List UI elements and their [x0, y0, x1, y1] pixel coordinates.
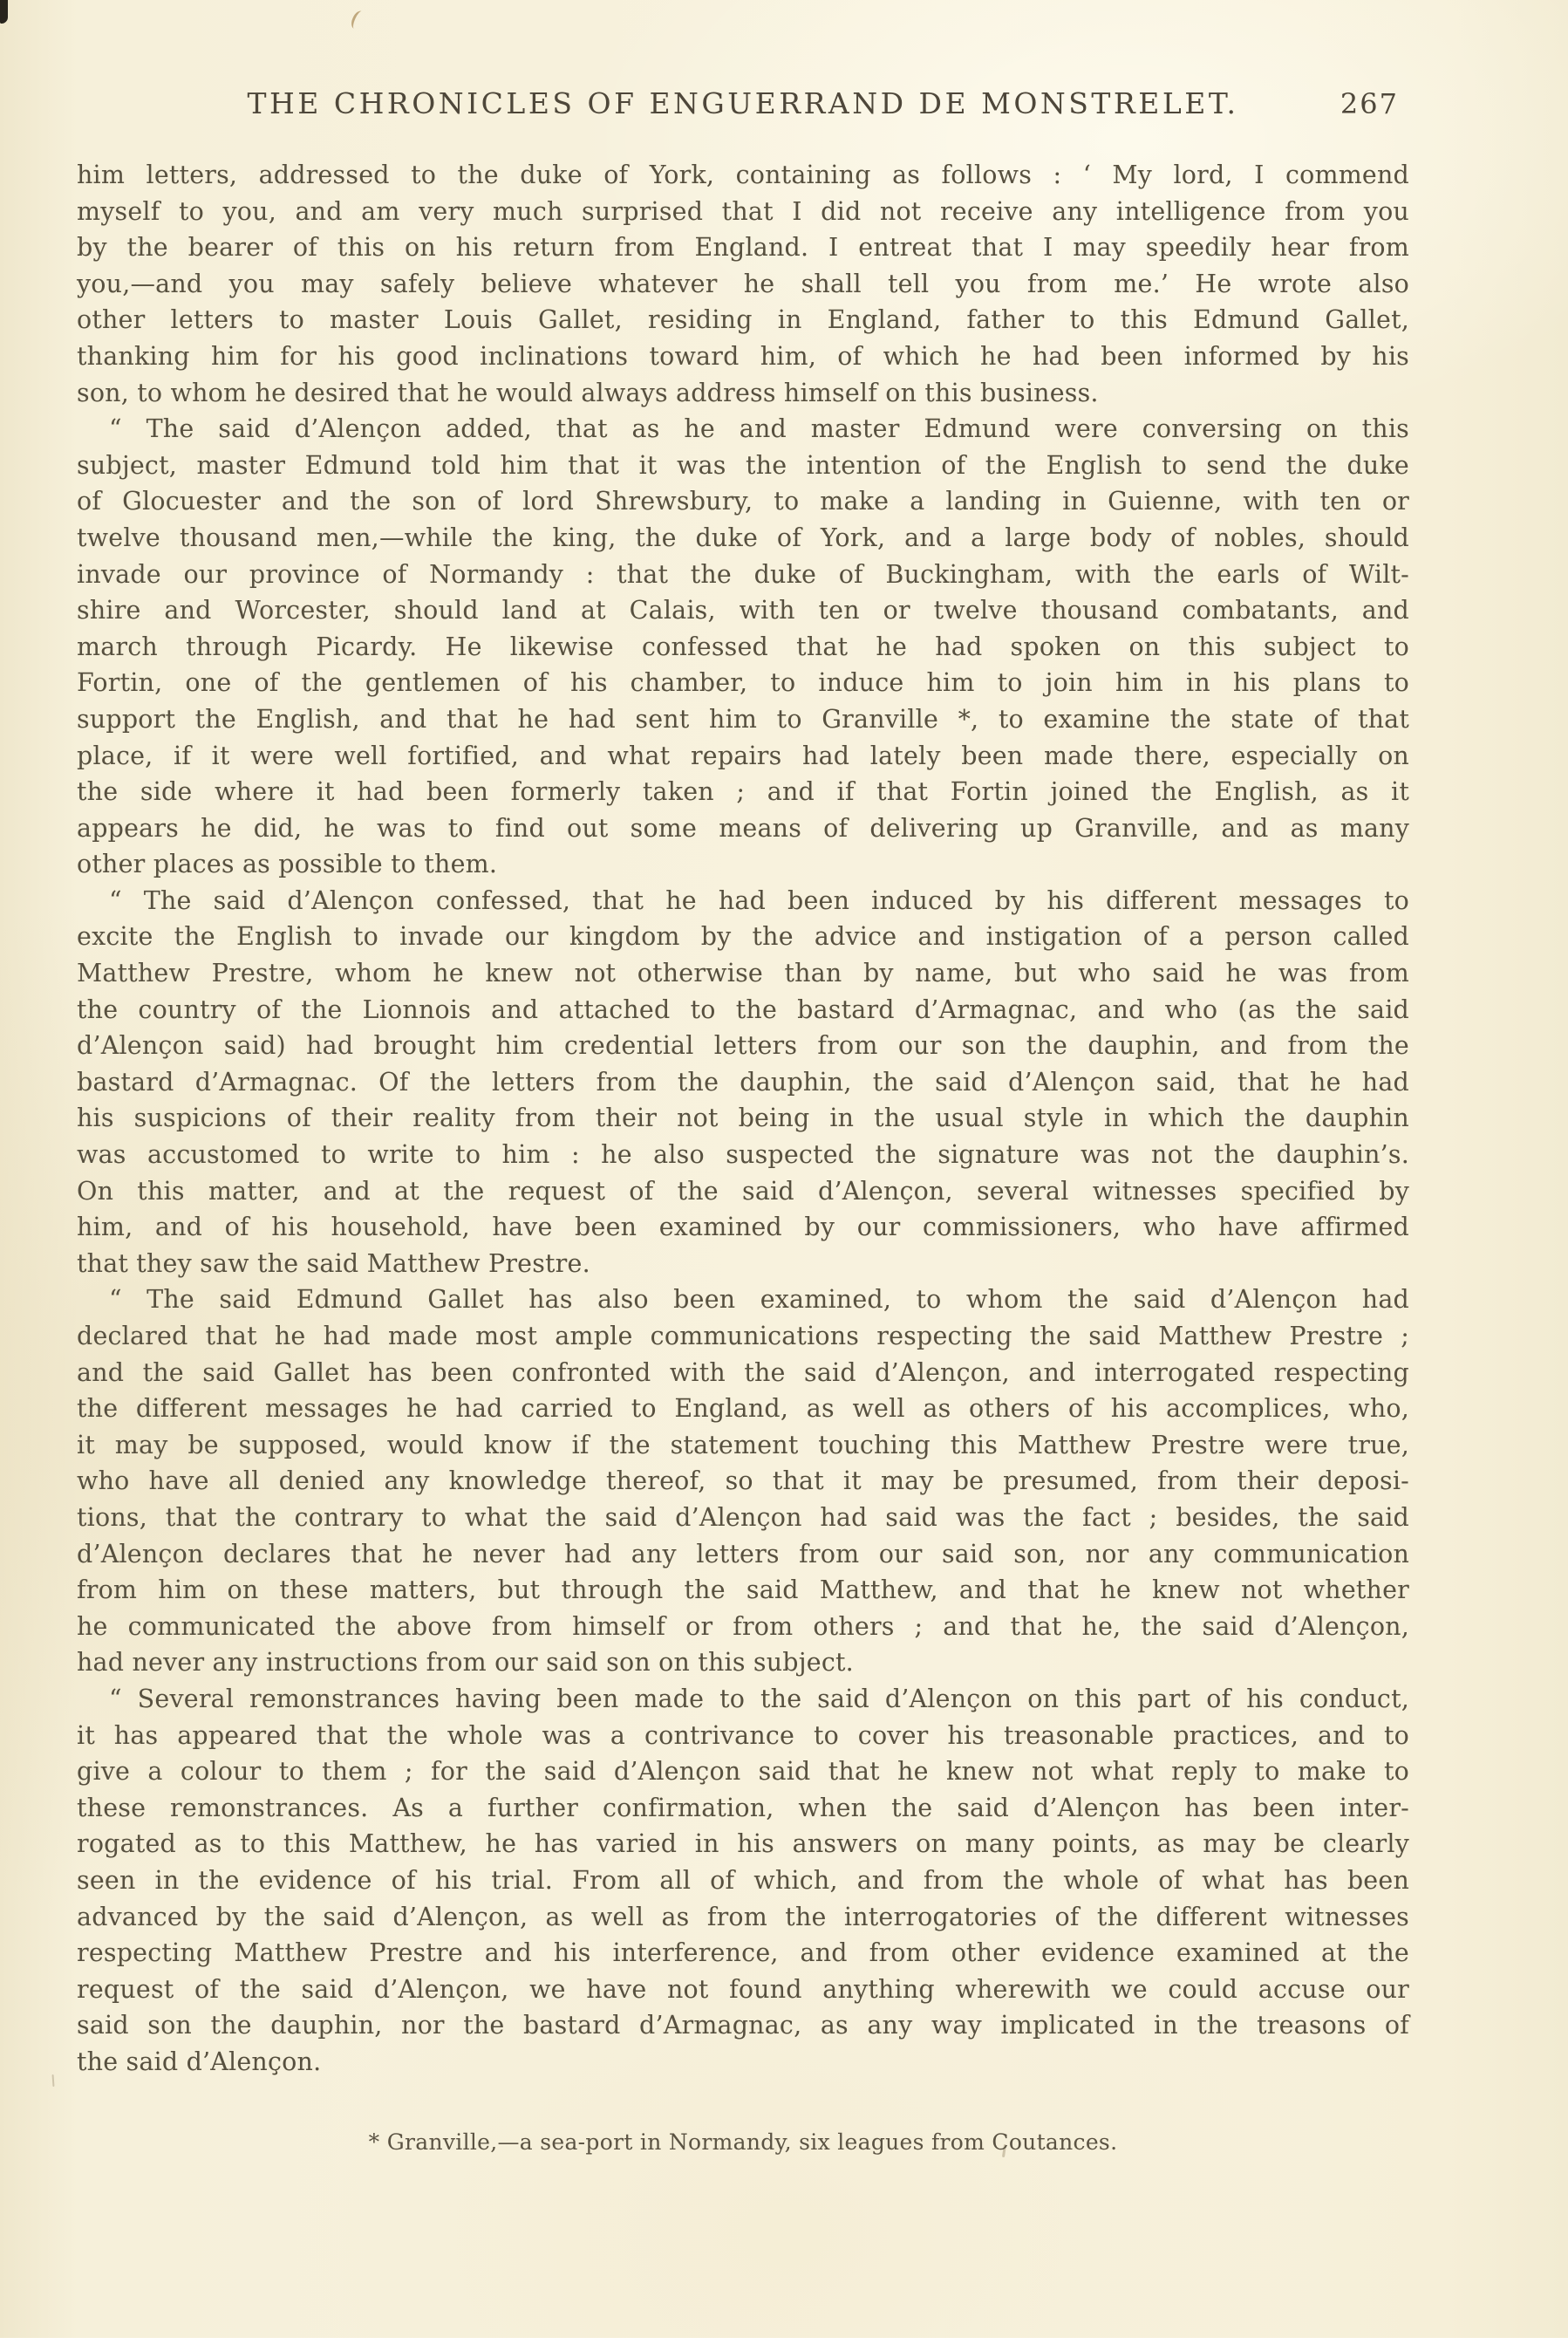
page-number: 267 [1340, 87, 1399, 120]
paper-speck [349, 9, 367, 31]
text-line: give a colour to them ; for the said d’Alençon said that he knew not what reply to make to [77, 1757, 1409, 1787]
text-line: twelve thousand men,—while the king, the duke of York, and a large body of nobles, should [77, 523, 1409, 552]
text-line: declared that he had made most ample communications respecting the said Matthew Prestre ; [77, 1322, 1409, 1350]
text-line: these remonstrances. As a further confirmation, when the said d’Alençon has been inter- [77, 1793, 1409, 1822]
text-line: bastard d’Armagnac. Of the letters from the dauphin, the said d’Alençon said, that he had [77, 1067, 1409, 1097]
text-line: invade our province of Normandy : that the duke of Buckingham, with the earls of Wilt- [77, 559, 1409, 589]
text-line: respecting Matthew Prestre and his interference, and from other evidence examined at the [77, 1938, 1409, 1968]
text-line: Fortin, one of the gentlemen of his chamber, to induce him to join him in his plans to [77, 668, 1409, 698]
scan-edge-artifact [0, 0, 8, 24]
text-line: subject, master Edmund told him that it was the intention of the English to send the duke [77, 450, 1409, 480]
text-line: other places as possible to them. [77, 850, 498, 879]
text-line: of Glocuester and the son of lord Shrewsbury, to make a landing in Guienne, with ten or [77, 487, 1409, 516]
paper-speck [52, 2074, 55, 2087]
text-line: other letters to master Louis Gallet, residing in England, father to this Edmund Gallet, [77, 305, 1409, 335]
text-line: d’Alençon said) had brought him credential letters from our son the dauphin, and from the [77, 1031, 1409, 1061]
text-line: him letters, addressed to the duke of York, containing as follows : ‘ My lord, I commend [77, 161, 1409, 189]
text-line: advanced by the said d’Alençon, as well as from the interrogatories of the different witnesses [77, 1902, 1409, 1931]
text-line: tions, that the contrary to what the said d’Alençon had said was the fact ; besides, the said [77, 1502, 1409, 1532]
text-line: support the English, and that he had sent him to Granville *, to examine the state of that [77, 704, 1409, 734]
text-line: the said d’Alençon. [77, 2047, 322, 2076]
text-line: appears he did, he was to find out some means of delivering up Granville, and as many [77, 813, 1409, 843]
page-body [77, 157, 1409, 2080]
text-line: seen in the evidence of his trial. From all of which, and from the whole of what has been [77, 1865, 1409, 1895]
text-line: “ The said d’Alençon confessed, that he had been induced by his different messages to [109, 885, 1409, 915]
text-line: excite the English to invade our kingdom by the advice and instigation of a person called [77, 922, 1409, 952]
running-title: THE CHRONICLES OF ENGUERRAND DE MONSTRELET. [247, 86, 1239, 120]
text-line: his suspicions of their reality from their not being in the usual style in which the dauphin [77, 1104, 1409, 1133]
text-line: shire and Worcester, should land at Calais, with ten or twelve thousand combatants, and [77, 596, 1409, 625]
text-line: and the said Gallet has been confronted with the said d’Alençon, and interrogated respecting [77, 1357, 1409, 1387]
text-line: was accustomed to write to him : he also suspected the signature was not the dauphin’s. [77, 1140, 1409, 1170]
footnote: * Granville,—a sea-port in Normandy, six leagues from Coutances. [368, 2129, 1118, 2155]
text-line: the side where it had been formerly taken ; and if that Fortin joined the English, as it [77, 777, 1409, 807]
text-line: rogated as to this Matthew, he has varied in his answers on many points, as may be clearly [77, 1829, 1409, 1859]
text-line: you,—and you may safely believe whatever he shall tell you from me.’ He wrote also [77, 269, 1409, 298]
text-line: “ The said d’Alençon added, that as he and master Edmund were conversing on this [109, 414, 1409, 444]
text-line: from him on these matters, but through the said Matthew, and that he knew not whether [77, 1575, 1409, 1605]
text-line: d’Alençon declares that he never had any letters from our said son, nor any communication [77, 1539, 1409, 1568]
text-line: Matthew Prestre, whom he knew not otherwise than by name, but who said he was from [77, 959, 1409, 988]
text-line: son, to whom he desired that he would always address himself on this business. [77, 378, 1099, 407]
text-line: the different messages he had carried to England, as well as others of his accomplices, who, [77, 1394, 1409, 1424]
text-line: On this matter, and at the request of the said d’Alençon, several witnesses specified by [77, 1176, 1409, 1206]
text-line: “ Several remonstrances having been made to the said d’Alençon on this part of his conduct, [109, 1684, 1409, 1713]
text-line: that they saw the said Matthew Prestre. [77, 1248, 590, 1278]
text-line: it has appeared that the whole was a contrivance to cover his treasonable practices, and to [77, 1720, 1409, 1750]
text-line: “ The said Edmund Gallet has also been examined, to whom the said d’Alençon had [109, 1285, 1409, 1315]
text-line: who have all denied any knowledge thereof, so that it may be presumed, from their deposi- [77, 1466, 1409, 1496]
text-line: myself to you, and am very much surprised that I did not receive any intelligence from you [77, 196, 1409, 226]
text-line: he communicated the above from himself or from others ; and that he, the said d’Alençon, [77, 1611, 1409, 1641]
running-head [77, 86, 1409, 128]
text-line: had never any instructions from our said son on this subject. [77, 1648, 854, 1678]
text-line: it may be supposed, would know if the statement touching this Matthew Prestre were true, [77, 1430, 1409, 1459]
text-line: him, and of his household, have been examined by our commissioners, who have affirmed [77, 1213, 1409, 1242]
text-line: by the bearer of this on his return from England. I entreat that I may speedily hear from [77, 233, 1409, 263]
text-line: place, if it were well fortified, and what repairs had lately been made there, especially on [77, 741, 1409, 770]
text-line: said son the dauphin, nor the bastard d’Armagnac, as any way implicated in the treasons of [77, 2011, 1409, 2040]
text-line: the country of the Lionnois and attached to the bastard d’Armagnac, and who (as the said [77, 994, 1409, 1024]
scan-bottom-edge [0, 2338, 1568, 2351]
text-line: march through Picardy. He likewise confessed that he had spoken on this subject to [77, 632, 1409, 661]
text-line: thanking him for his good inclinations toward him, of which he had been informed by his [77, 341, 1409, 371]
text-line: request of the said d’Alençon, we have not found anything wherewith we could accuse our [77, 1974, 1409, 2004]
